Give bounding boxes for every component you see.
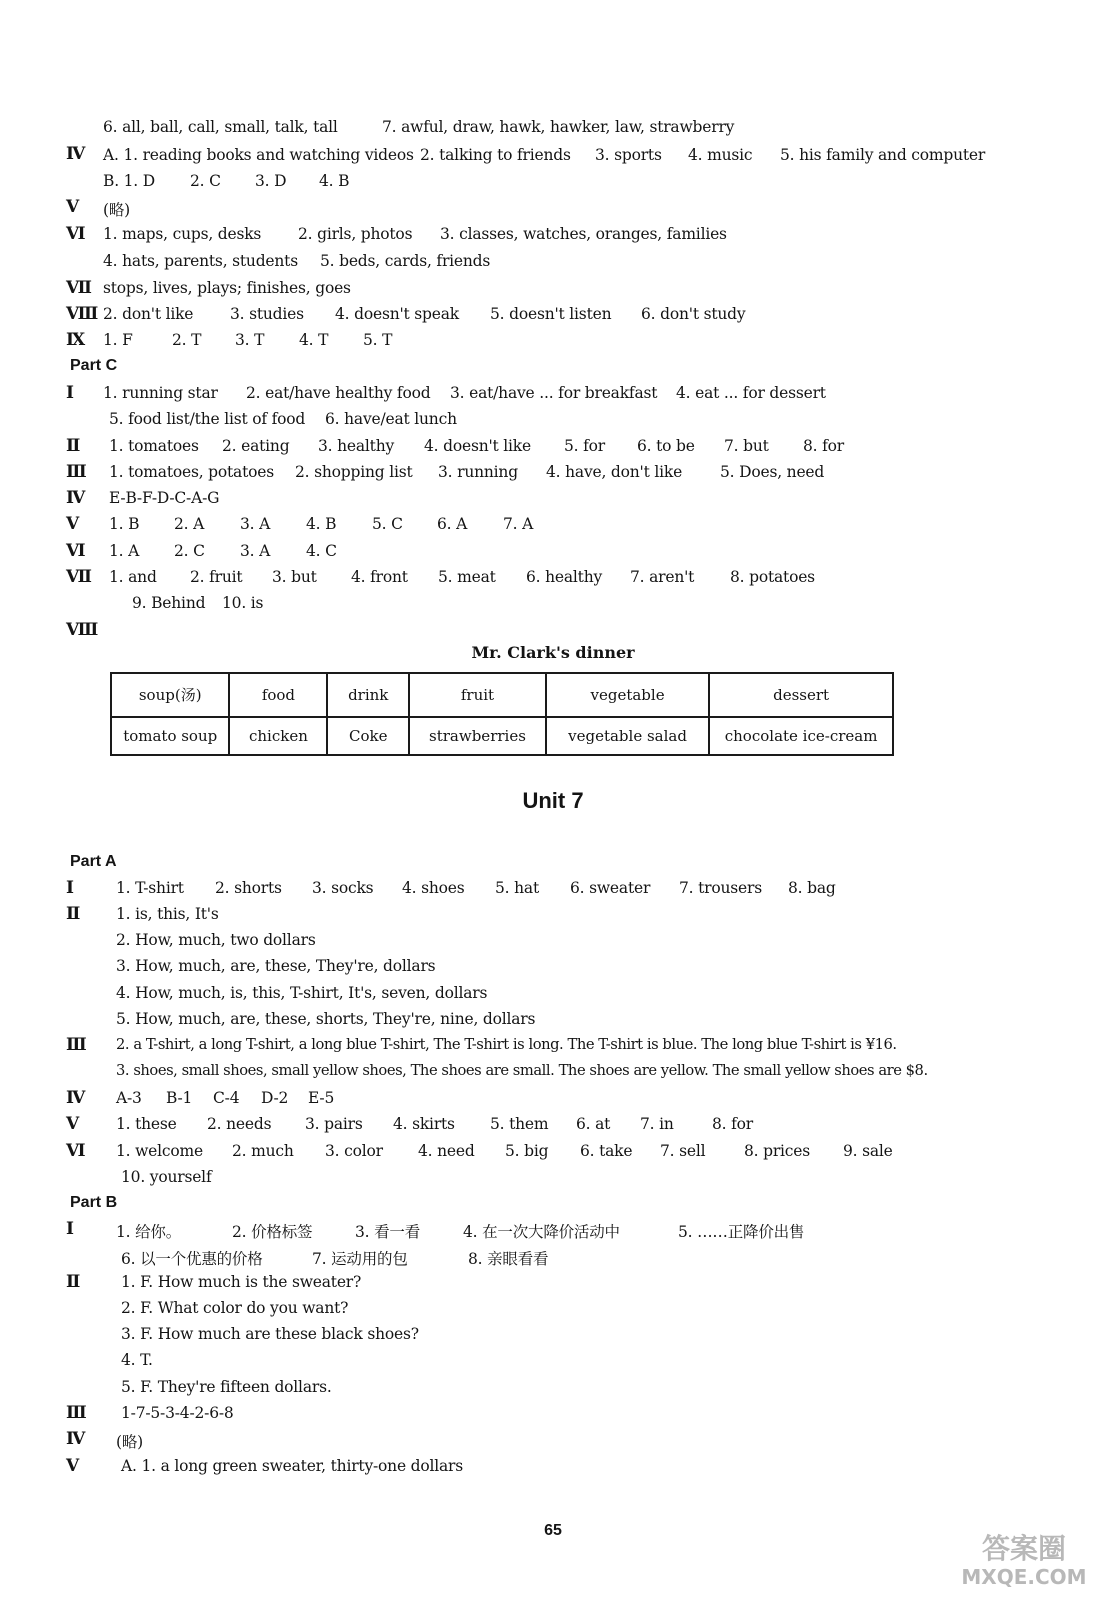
section-number: Ⅸ [66, 330, 86, 350]
section-number: Ⅰ [66, 1219, 74, 1239]
answer-item: 8. for [803, 437, 844, 455]
answer-item: 5. food list/the list of food [109, 410, 306, 428]
answer-item: 5. for [564, 437, 605, 455]
section-number: Ⅳ [66, 488, 86, 508]
answer-item: 5. ……正降价出售 [678, 1223, 805, 1241]
answer-item: 2. talking to friends [420, 146, 571, 164]
answer-line: 2. How, much, two dollars [116, 931, 316, 949]
answer-item: 2. don't like [103, 305, 194, 323]
answer-item: 3. A [240, 515, 271, 533]
answer-item: E-B-F-D-C-A-G [109, 489, 220, 507]
answer-item: 6. all, ball, call, small, talk, tall [103, 118, 338, 136]
table-header-cell: dessert [709, 673, 893, 717]
answer-line: 1-7-5-3-4-2-6-8 [121, 1404, 234, 1422]
section-number: Ⅴ [66, 514, 80, 534]
answer-item: 3. socks [312, 879, 374, 897]
section-number: Ⅰ [66, 383, 74, 403]
answer-item: 2. 价格标签 [232, 1223, 313, 1241]
answer-line: 2. F. What color do you want? [121, 1299, 349, 1317]
table-header-cell: drink [327, 673, 409, 717]
answer-item: 6. to be [637, 437, 695, 455]
answer-item: 1. A [109, 542, 140, 560]
answer-item: 1. tomatoes, potatoes [109, 463, 274, 481]
answer-item: 6. 以一个优惠的价格 [121, 1250, 263, 1268]
answer-item: 7. but [724, 437, 769, 455]
answer-line: 1. F. How much is the sweater? [121, 1273, 362, 1291]
answer-item: 1. and [109, 568, 157, 586]
answer-item: 6. A [437, 515, 468, 533]
answer-item: 7. 运动用的包 [312, 1250, 408, 1268]
answer-item: 2. girls, photos [298, 225, 413, 243]
section-number: Ⅱ [66, 1272, 81, 1292]
answer-item: 1. F [103, 331, 133, 349]
answer-item: 3. healthy [318, 437, 395, 455]
answer-item: 5. his family and computer [780, 146, 986, 164]
section-number: Ⅵ [66, 224, 86, 244]
section-number: Ⅰ [66, 878, 74, 898]
answer-item: 2. fruit [190, 568, 243, 586]
answer-item: 3. classes, watches, oranges, families [440, 225, 727, 243]
section-number: Ⅴ [66, 197, 80, 217]
answer-line: 5. F. They're fifteen dollars. [121, 1378, 332, 1396]
answer-item: 2. much [232, 1142, 294, 1160]
answer-item: 4. B [319, 172, 350, 190]
table-title: Mr. Clark's dinner [471, 643, 635, 662]
answer-item: 2. T [172, 331, 202, 349]
answer-item: 7. trousers [679, 879, 762, 897]
answer-item: 4. skirts [393, 1115, 455, 1133]
answer-item: 2. needs [207, 1115, 272, 1133]
answer-item: 3. T [235, 331, 265, 349]
answer-line: 3. F. How much are these black shoes? [121, 1325, 419, 1343]
answer-item: 8. potatoes [730, 568, 815, 586]
answer-item: 6. healthy [526, 568, 603, 586]
answer-item: 2. C [190, 172, 221, 190]
dinner-table [110, 672, 894, 756]
part-heading: Part B [70, 1194, 118, 1211]
section-number: Ⅶ [66, 567, 92, 587]
answer-item: 5. beds, cards, friends [320, 252, 491, 270]
answer-item: 5. hat [495, 879, 539, 897]
answer-item: 6. take [580, 1142, 633, 1160]
answer-item: 2. shopping list [295, 463, 413, 481]
answer-item: 5. C [372, 515, 403, 533]
answer-item: 1. T-shirt [116, 879, 184, 897]
answer-item: 9. Behind [132, 594, 206, 612]
section-number: Ⅳ [66, 1429, 86, 1449]
section-number: Ⅵ [66, 541, 86, 561]
answer-item: 7. in [640, 1115, 674, 1133]
section-number: Ⅳ [66, 1088, 86, 1108]
answer-item: 6. sweater [570, 879, 651, 897]
answer-item: 8. 亲眼看看 [468, 1250, 549, 1268]
answer-item: A. 1. reading books and watching videos [103, 146, 414, 164]
answer-item: C-4 [213, 1089, 240, 1107]
section-number: Ⅷ [66, 304, 99, 324]
section-number: Ⅲ [66, 1035, 87, 1055]
answer-item: 7. awful, draw, hawk, hawker, law, strawberry [382, 118, 735, 136]
answer-item: 4. shoes [402, 879, 465, 897]
answer-item: 6. don't study [641, 305, 746, 323]
table-cell: strawberries [409, 717, 546, 755]
answer-item: 6. have/eat lunch [325, 410, 457, 428]
answer-item: 5. meat [438, 568, 496, 586]
answer-item: 2. eating [222, 437, 290, 455]
answer-item: 2. eat/have healthy food [246, 384, 431, 402]
answer-item: 1. 给你。 [116, 1223, 182, 1241]
section-number: Ⅷ [66, 620, 99, 640]
answer-item: stops, lives, plays; finishes, goes [103, 279, 351, 297]
answer-item: 7. aren't [630, 568, 695, 586]
section-number: Ⅲ [66, 462, 87, 482]
answer-line: 4. How, much, is, this, T-shirt, It's, seven, dollars [116, 984, 488, 1002]
table-header-cell: soup(汤) [111, 673, 229, 717]
answer-item: 2. C [174, 542, 205, 560]
answer-item: 1. B [109, 515, 140, 533]
section-number: Ⅶ [66, 278, 92, 298]
section-number: Ⅴ [66, 1114, 80, 1134]
answer-item: 5. them [490, 1115, 549, 1133]
answer-item: 4. 在一次大降价活动中 [463, 1223, 620, 1241]
answer-item: 7. A [503, 515, 534, 533]
section-number: Ⅵ [66, 1141, 86, 1161]
part-heading: Part A [70, 853, 117, 870]
answer-item: 2. A [174, 515, 205, 533]
answer-item: 4. doesn't speak [335, 305, 459, 323]
table-header-cell: vegetable [546, 673, 709, 717]
answer-item: 3. A [240, 542, 271, 560]
answer-item: 7. sell [660, 1142, 706, 1160]
answer-item: 3. pairs [305, 1115, 363, 1133]
answer-item: D-2 [261, 1089, 289, 1107]
table-row [111, 717, 893, 755]
answer-line: 2. a T-shirt, a long T-shirt, a long blue T-shirt, The T-shirt is long. The T-shirt is blue. The long blue T-shirt is ¥16. [116, 1036, 897, 1053]
answer-item: 3. running [438, 463, 518, 481]
answer-item: 2. shorts [215, 879, 282, 897]
answer-line: (略) [116, 1433, 143, 1451]
answer-item: 1. welcome [116, 1142, 203, 1160]
answer-item: B. 1. D [103, 172, 155, 190]
answer-item: (略) [103, 201, 130, 219]
unit-title: Unit 7 [522, 788, 584, 813]
table-cell: vegetable salad [546, 717, 709, 755]
answer-line: A. 1. a long green sweater, thirty-one dollars [121, 1457, 464, 1475]
table-cell: chocolate ice-cream [709, 717, 893, 755]
answer-item: 5. Does, need [720, 463, 825, 481]
answer-item: 3. 看一看 [355, 1223, 421, 1241]
answer-line: 1. is, this, It's [116, 905, 219, 923]
answer-item: 4. C [306, 542, 337, 560]
answer-item: 4. doesn't like [424, 437, 531, 455]
answer-item: 3. studies [230, 305, 304, 323]
page-number: 65 [544, 1522, 562, 1539]
answer-item: 4. have, don't like [546, 463, 683, 481]
section-number: Ⅳ [66, 144, 86, 164]
answer-item: 4. music [688, 146, 753, 164]
answer-item: 4. need [418, 1142, 475, 1160]
watermark-text-bottom: MXQE.COM [961, 1565, 1087, 1589]
answer-item: 8. prices [744, 1142, 811, 1160]
answer-item: B-1 [166, 1089, 193, 1107]
table-header-cell: food [229, 673, 327, 717]
answer-item: 1. tomatoes [109, 437, 199, 455]
answer-item: 1. these [116, 1115, 177, 1133]
answer-item: 5. T [363, 331, 393, 349]
answer-item: 5. big [505, 1142, 549, 1160]
answer-item: 3. but [272, 568, 317, 586]
section-number: Ⅱ [66, 904, 81, 924]
answer-item: 3. color [325, 1142, 383, 1160]
part-heading: Part C [70, 357, 118, 374]
answer-item: 6. at [576, 1115, 611, 1133]
answer-item: 4. T [299, 331, 329, 349]
answer-item: 8. for [712, 1115, 753, 1133]
answer-line: 4. T. [121, 1351, 153, 1369]
answer-item: 4. eat ... for dessert [676, 384, 826, 402]
table-cell: Coke [327, 717, 409, 755]
section-number: Ⅱ [66, 436, 81, 456]
answer-item: 5. doesn't listen [490, 305, 612, 323]
answer-line: 5. How, much, are, these, shorts, They're, nine, dollars [116, 1010, 536, 1028]
answer-item: 3. eat/have ... for breakfast [450, 384, 658, 402]
answer-line: 3. How, much, are, these, They're, dollars [116, 957, 436, 975]
table-cell: tomato soup [111, 717, 229, 755]
answer-item: 3. D [255, 172, 287, 190]
answer-item: A-3 [116, 1089, 142, 1107]
section-number: Ⅴ [66, 1456, 80, 1476]
answer-line: 3. shoes, small shoes, small yellow shoes, The shoes are small. The shoes are yellow. The small yellow shoes are $8. [116, 1062, 928, 1079]
answer-item: 1. maps, cups, desks [103, 225, 262, 243]
table-header-cell: fruit [409, 673, 546, 717]
answer-item: 3. sports [595, 146, 662, 164]
answer-item: 4. front [351, 568, 408, 586]
answer-item: 8. bag [788, 879, 836, 897]
answer-item: 10. is [222, 594, 264, 612]
answer-item: 10. yourself [121, 1168, 212, 1186]
table-header-row [111, 673, 893, 717]
answer-item: 4. B [306, 515, 337, 533]
section-number: Ⅲ [66, 1403, 87, 1423]
answer-item: 4. hats, parents, students [103, 252, 298, 270]
table-cell: chicken [229, 717, 327, 755]
answer-item: E-5 [308, 1089, 335, 1107]
watermark-logo [954, 1528, 1094, 1592]
answer-item: 9. sale [843, 1142, 893, 1160]
watermark-text-top: 答案圈 [981, 1532, 1067, 1565]
answer-item: 1. running star [103, 384, 218, 402]
